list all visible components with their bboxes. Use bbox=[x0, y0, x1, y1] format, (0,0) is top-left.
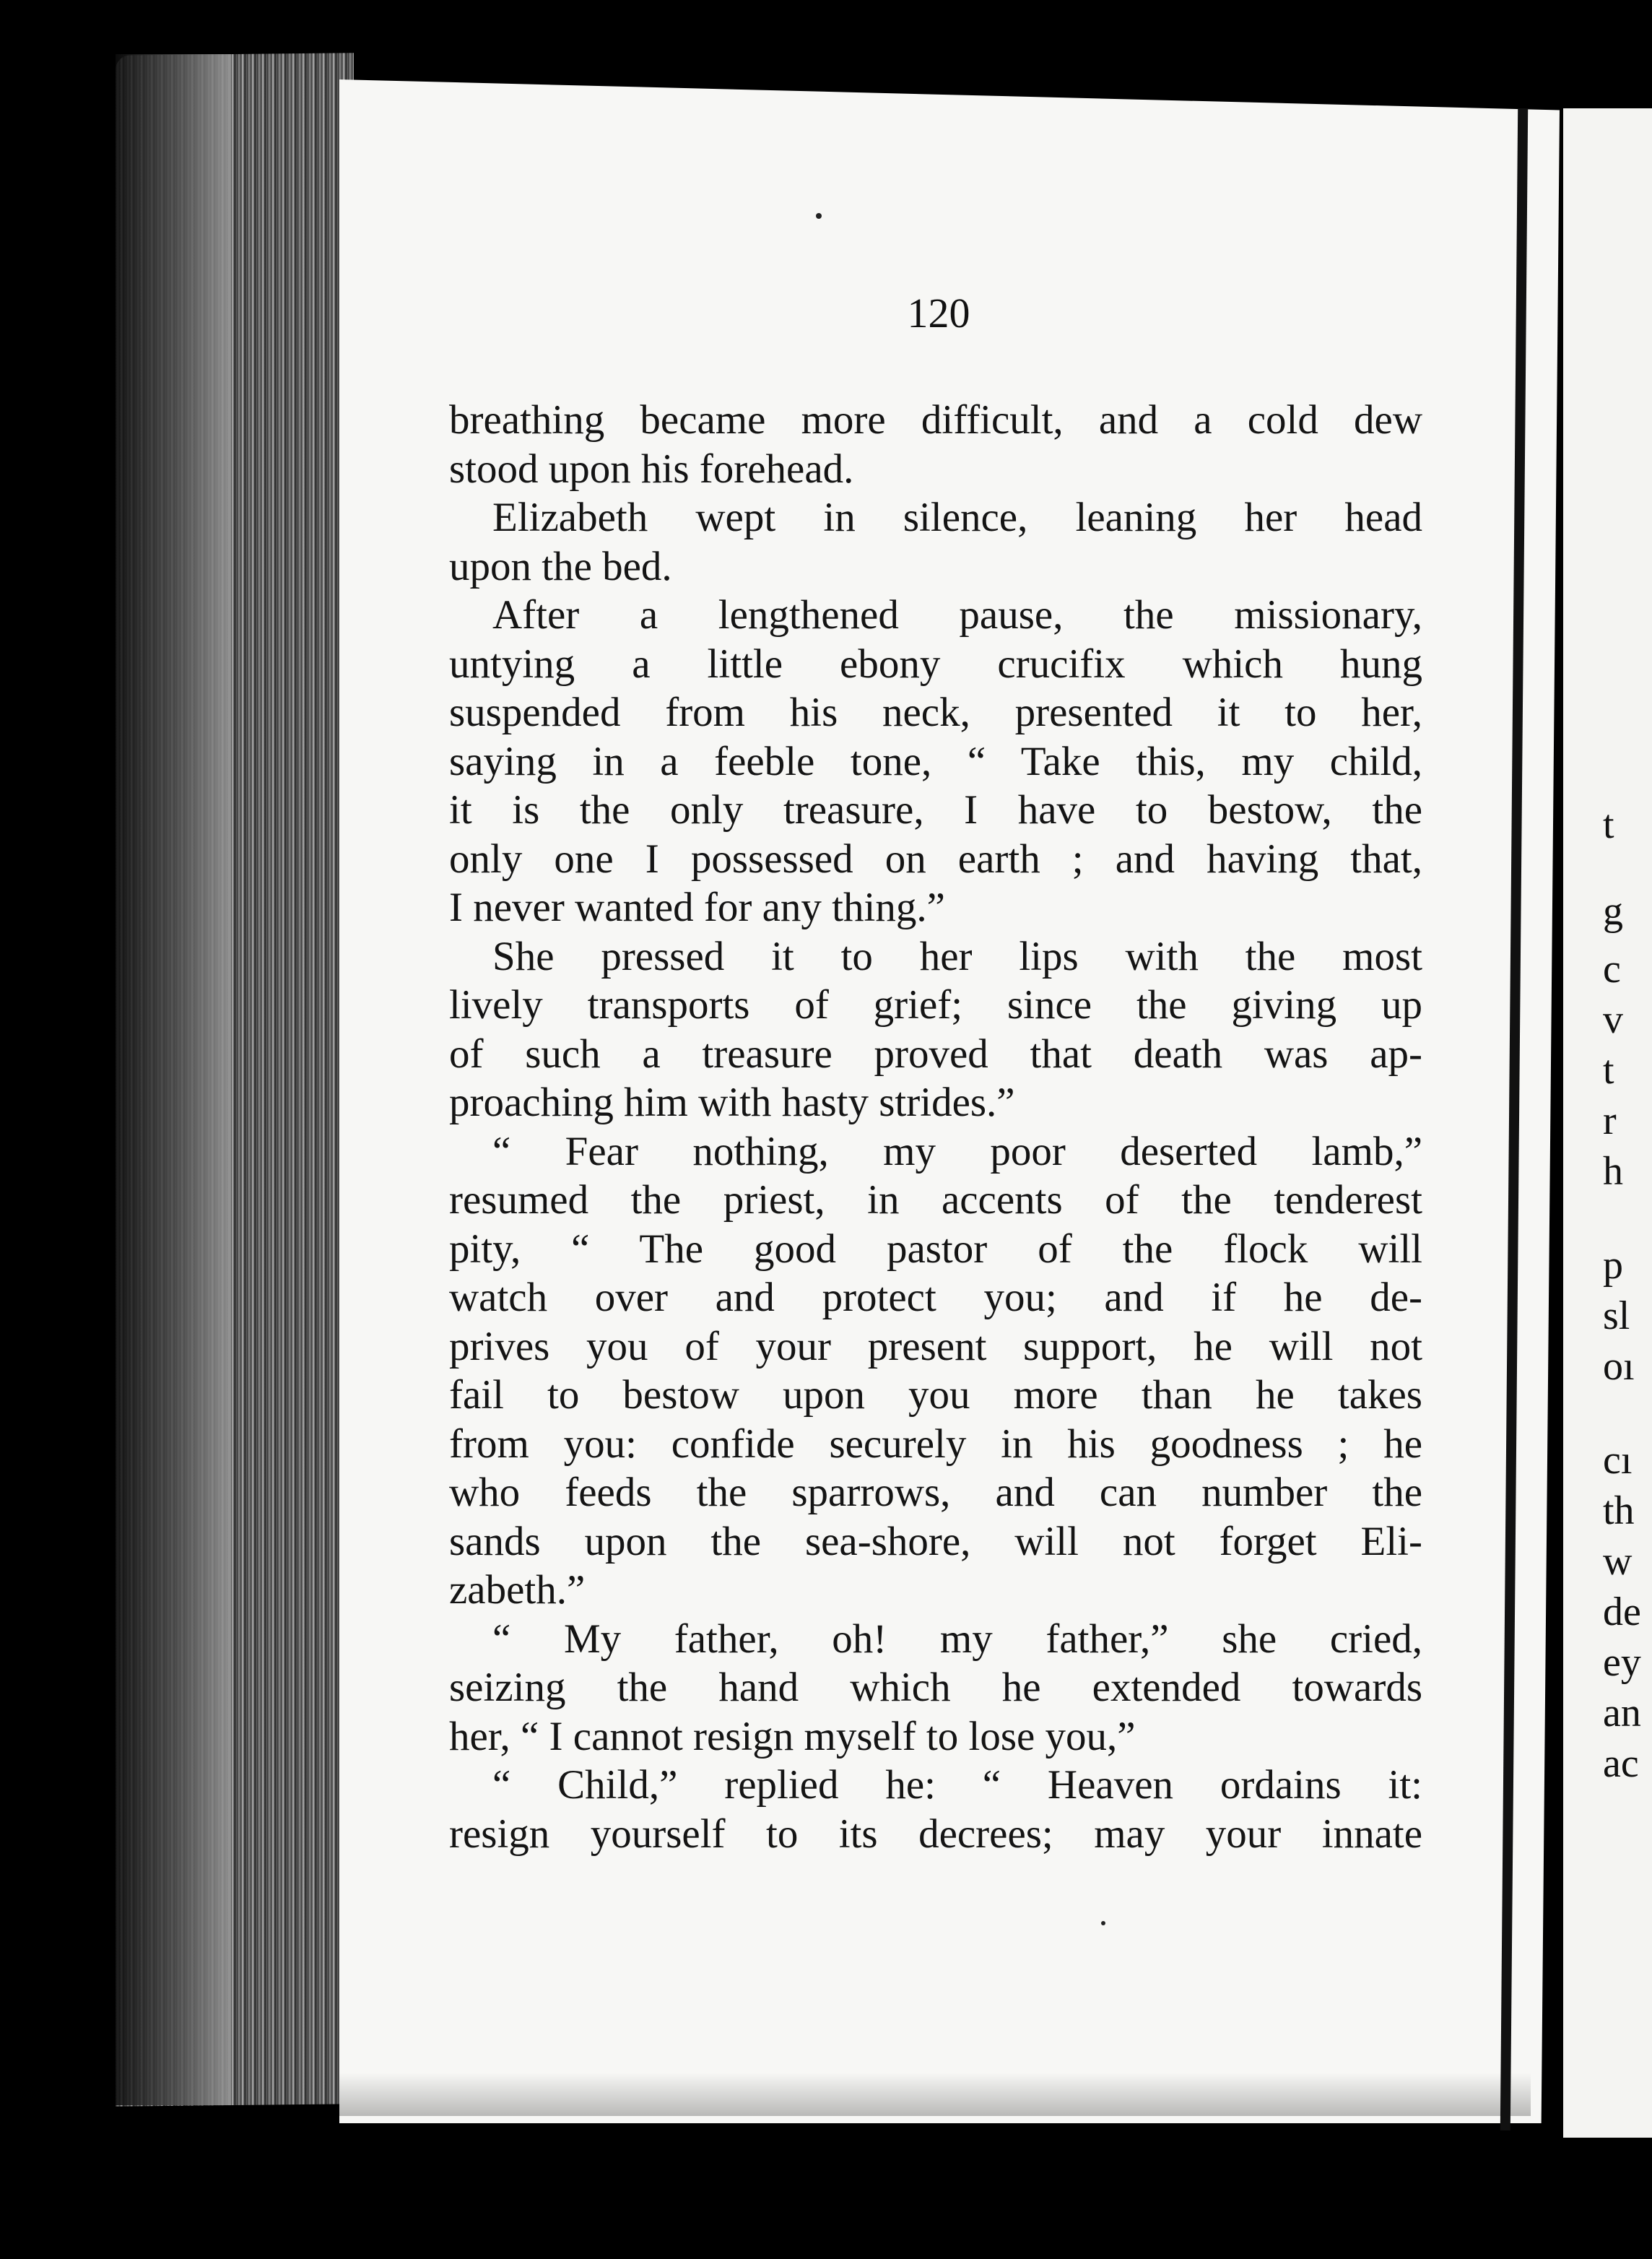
facing-page-fragment: de bbox=[1603, 1590, 1641, 1634]
text-line: from you: confide securely in his goodness ; he bbox=[449, 1421, 1422, 1467]
text-line: resumed the priest, in accents of the tenderest bbox=[449, 1177, 1422, 1223]
text-line: who feeds the sparrows, and can number the bbox=[449, 1470, 1422, 1515]
text-line: lively transports of grief; since the giving up bbox=[449, 982, 1422, 1028]
facing-page-edge bbox=[1563, 108, 1652, 2138]
facing-page-fragment: g bbox=[1603, 889, 1623, 934]
text-line: sands upon the sea-shore, will not forget Eli- bbox=[449, 1518, 1422, 1564]
text-line: fail to bestow upon you more than he takes bbox=[449, 1372, 1422, 1418]
facing-page-fragment: r bbox=[1603, 1098, 1617, 1143]
text-line: seizing the hand which he extended towards bbox=[449, 1665, 1422, 1710]
facing-page-fragment: t bbox=[1603, 1048, 1614, 1093]
text-line: “ Fear nothing, my poor deserted lamb,” bbox=[492, 1128, 1422, 1174]
text-line: zabeth.” bbox=[449, 1567, 586, 1613]
text-line: prives you of your present support, he will not bbox=[449, 1323, 1422, 1369]
facing-page-fragment: ac bbox=[1603, 1741, 1639, 1786]
text-line: it is the only treasure, I have to bestow, the bbox=[449, 787, 1422, 833]
book-cover-edge bbox=[116, 54, 231, 2105]
text-line: “ My father, oh! my father,” she cried, bbox=[492, 1616, 1422, 1662]
text-line: Elizabeth wept in silence, leaning her head bbox=[492, 495, 1422, 540]
text-line: saying in a feeble tone, “ Take this, my child, bbox=[449, 738, 1422, 784]
text-line: watch over and protect you; and if he de- bbox=[449, 1275, 1422, 1320]
text-line: her, “ I cannot resign myself to lose you,” bbox=[449, 1713, 1136, 1759]
facing-page-fragment: oı bbox=[1603, 1344, 1635, 1389]
paper-speck bbox=[816, 213, 822, 219]
text-line: She pressed it to her lips with the most bbox=[492, 933, 1422, 979]
facing-page-fragment: t bbox=[1603, 802, 1614, 847]
text-line: of such a treasure proved that death was ap- bbox=[449, 1031, 1422, 1077]
text-line: suspended from his neck, presented it to her, bbox=[449, 690, 1422, 735]
text-line: pity, “ The good pastor of the flock will bbox=[449, 1226, 1422, 1272]
text-line: I never wanted for any thing.” bbox=[449, 885, 945, 930]
text-line: resign yourself to its decrees; may your innate bbox=[449, 1811, 1422, 1857]
facing-page-fragment: c bbox=[1603, 947, 1621, 992]
page-text bbox=[449, 396, 1422, 1858]
page-number: 120 bbox=[907, 290, 970, 337]
text-line: proaching him with hasty strides.” bbox=[449, 1080, 1015, 1125]
facing-page-fragment: h bbox=[1603, 1149, 1623, 1194]
text-line: stood upon his forehead. bbox=[449, 446, 854, 492]
text-line: only one I possessed on earth ; and having that, bbox=[449, 836, 1422, 882]
text-line: untying a little ebony crucifix which hung bbox=[449, 641, 1422, 687]
text-line: breathing became more difficult, and a cold dew bbox=[449, 397, 1422, 443]
facing-page-fragment: cı bbox=[1603, 1438, 1633, 1483]
facing-page-fragment: th bbox=[1603, 1488, 1635, 1533]
text-line: upon the bed. bbox=[449, 543, 672, 589]
text-line: After a lengthened pause, the missionary, bbox=[492, 592, 1422, 638]
facing-page-fragment: an bbox=[1603, 1691, 1641, 1735]
facing-page-fragment: sl bbox=[1603, 1293, 1630, 1338]
text-line: “ Child,” replied he: “ Heaven ordains it: bbox=[492, 1762, 1422, 1808]
facing-page-fragment: ey bbox=[1603, 1640, 1641, 1685]
facing-page-fragment: p bbox=[1603, 1243, 1623, 1288]
paper-speck bbox=[1101, 1921, 1105, 1925]
page-shadow bbox=[339, 2073, 1531, 2116]
facing-page-fragment: w bbox=[1603, 1539, 1633, 1584]
facing-page-fragment: v bbox=[1603, 997, 1623, 1042]
